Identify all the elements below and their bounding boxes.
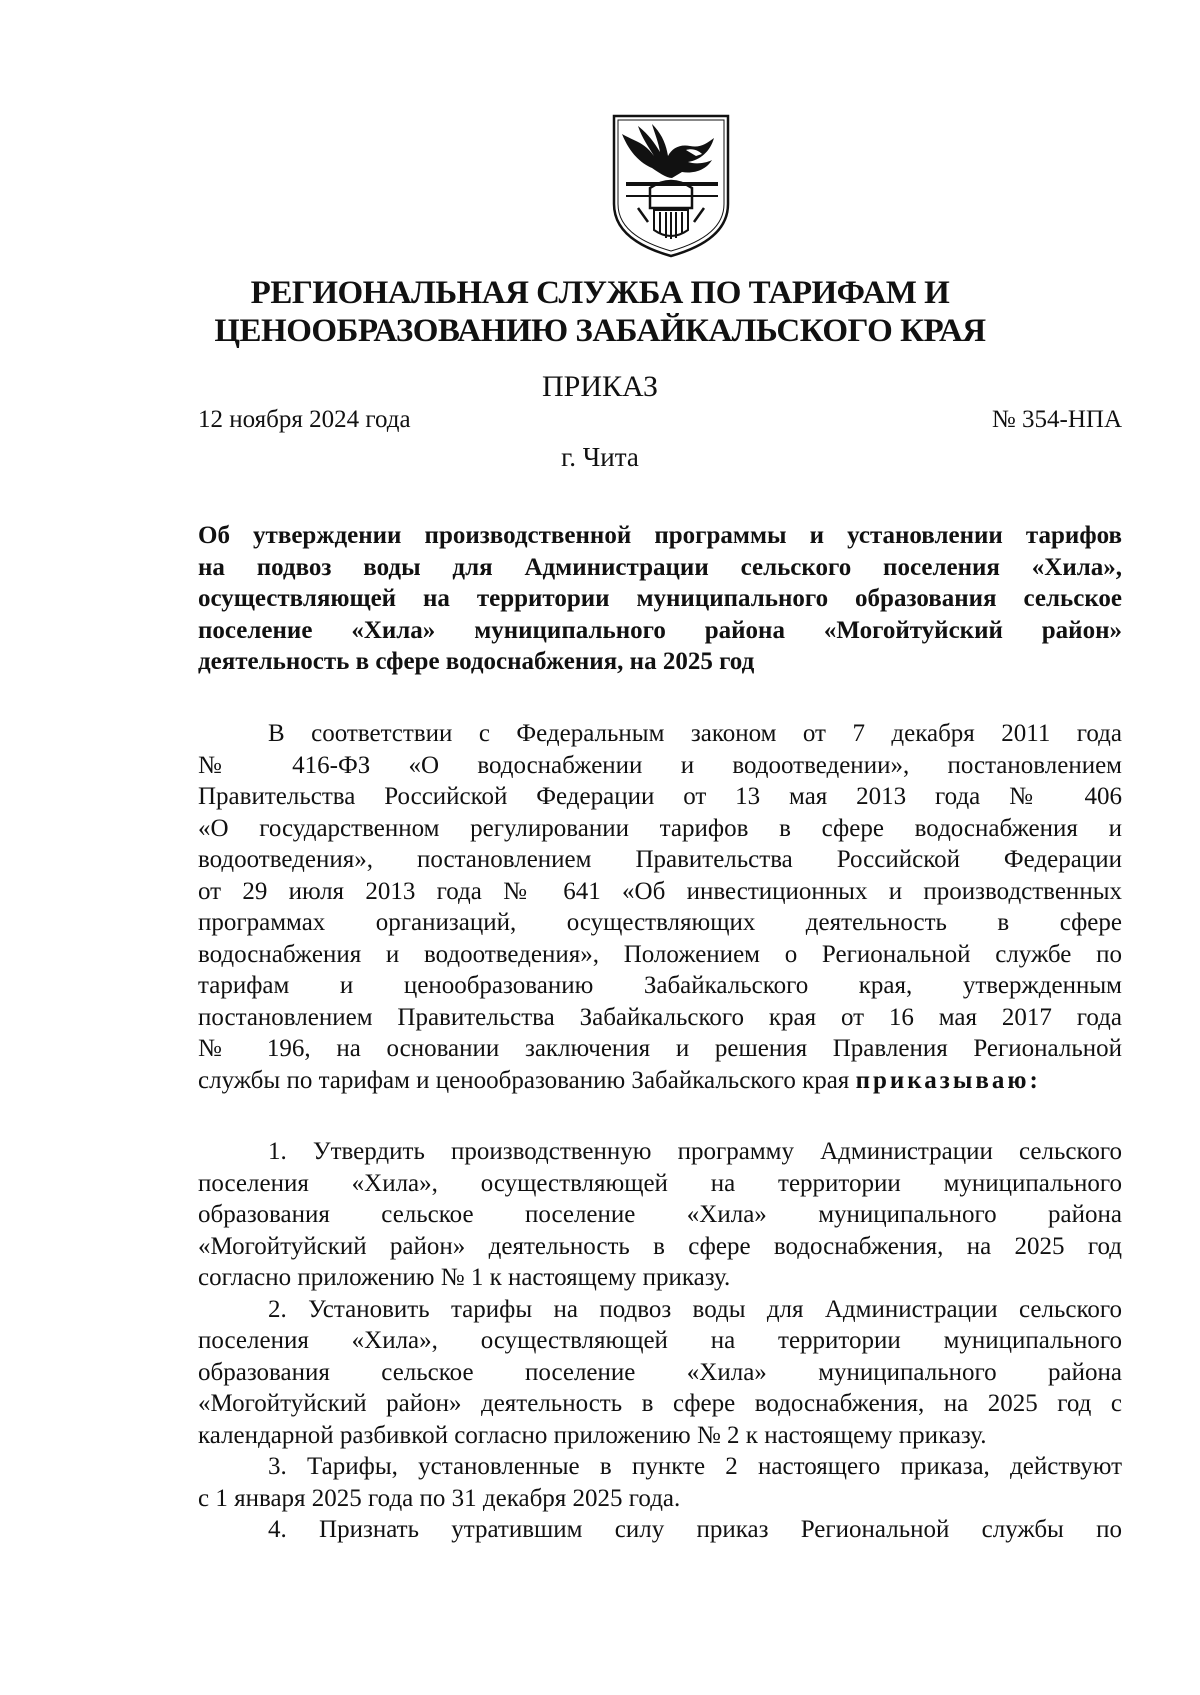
title-line: осуществляющей на территории муниципального образования сельское [198,585,1122,612]
paragraph-line: 2. Установить тарифы на подвоз воды для Администрации сельского [268,1295,1122,1323]
paragraph-line: № 416-ФЗ «О водоснабжении и водоотведении», постановлением [198,751,1122,779]
paragraph-line: В соответствии с Федеральным законом от 7 декабря 2011 года [268,720,1122,747]
paragraph-line: Правительства Российской Федерации от 13 мая 2013 года № 406 [198,783,1122,810]
order-verb: приказываю: [855,1066,1041,1094]
document-date: 12 ноября 2024 года [198,406,411,433]
document-city: г. Чита [561,442,639,472]
paragraph-line: постановлением Правительства Забайкальского края от 16 мая 2017 года [198,1003,1122,1031]
document-number: № 354-НПА [991,406,1122,433]
title-line: Об утверждении производственной программы и установлении тарифов [198,522,1122,549]
title-line: деятельность в сфере водоснабжения, на 2025 год [198,648,755,675]
paragraph-line: «О государственном регулировании тарифов в сфере водоснабжения и [198,814,1122,842]
paragraph-line: образования сельское поселение «Хила» муниципального района [198,1201,1122,1228]
order-point-4 [198,1514,1122,1546]
paragraph-line: «Могойтуйский район» деятельность в сфере водоснабжения, на 2025 год [198,1232,1122,1260]
paragraph-line [198,1065,1122,1097]
document-type: ПРИКАЗ [542,370,658,403]
organization-name-line-2: ЦЕНООБРАЗОВАНИЮ ЗАБАЙКАЛЬСКОГО КРАЯ [214,313,986,349]
paragraph-line: поселения «Хила», осуществляющей на территории муниципального [198,1169,1122,1197]
title-line: поселение «Хила» муниципального района «Могойтуйский район» [198,616,1122,644]
paragraph-line: водоотведения», постановлением Правительства Российской Федерации [198,846,1122,873]
title-line: на подвоз воды для Администрации сельского поселения «Хила», [198,553,1122,581]
coat-of-arms-icon [608,112,734,260]
paragraph-line: поселения «Хила», осуществляющей на территории муниципального [198,1327,1122,1354]
paragraph-line: согласно приложению № 1 к настоящему приказу. [198,1264,731,1291]
order-points [198,1136,1122,1546]
paragraph-line: 1. Утвердить производственную программу Администрации сельского [268,1138,1122,1165]
order-point-3 [198,1451,1122,1514]
paragraph-line: с 1 января 2025 года по 31 декабря 2025 года. [198,1484,681,1512]
document-title [198,520,1122,678]
paragraph-line: тарифам и ценообразованию Забайкальского края, утвержденным [198,972,1122,999]
paragraph-line-text: службы по тарифам и ценообразованию Забайкальского края [198,1066,850,1094]
preamble-paragraph [198,718,1122,1096]
paragraph-line: программах организаций, осуществляющих деятельность в сфере [198,909,1122,936]
paragraph-line: № 196, на основании заключения и решения Правления Региональной [198,1035,1122,1062]
order-point-1 [198,1136,1122,1294]
paragraph-line: водоснабжения и водоотведения», Положением о Региональной службе по [198,940,1122,968]
paragraph-line: образования сельское поселение «Хила» муниципального района [198,1358,1122,1386]
paragraph-line: календарной разбивкой согласно приложению № 2 к настоящему приказу. [198,1421,987,1449]
order-point-2 [198,1294,1122,1452]
paragraph-line: 3. Тарифы, установленные в пункте 2 настоящего приказа, действуют [268,1453,1122,1480]
organization-name-line-1: РЕГИОНАЛЬНАЯ СЛУЖБА ПО ТАРИФАМ И [250,275,950,311]
paragraph-line: от 29 июля 2013 года № 641 «Об инвестиционных и производственных [198,877,1122,905]
paragraph-line: «Могойтуйский район» деятельность в сфере водоснабжения, на 2025 год с [198,1390,1122,1417]
paragraph-line: 4. Признать утратившим силу приказ Региональной службы по [268,1516,1122,1543]
